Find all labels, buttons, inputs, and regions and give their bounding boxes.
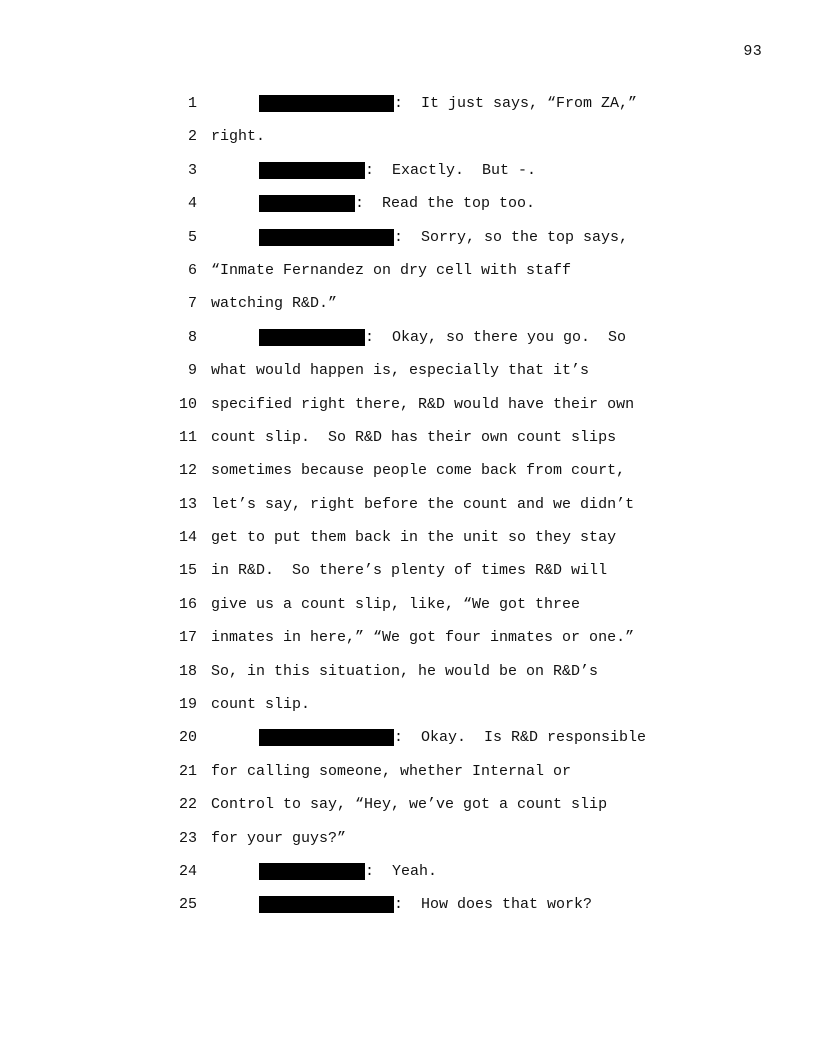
line-text: specified right there, R&D would have their own xyxy=(211,395,635,413)
transcript-line xyxy=(0,120,816,153)
transcript-line xyxy=(0,822,816,855)
line-number: 6 xyxy=(187,261,197,279)
line-text: count slip. So R&D has their own count slips xyxy=(211,428,617,446)
line-text: inmates in here,” “We got four inmates or one.” xyxy=(211,629,635,647)
redacted-speaker-name xyxy=(259,863,365,880)
transcript-line xyxy=(0,721,816,754)
transcript-line xyxy=(0,221,816,254)
transcript-line xyxy=(0,421,816,454)
line-number: 24 xyxy=(178,862,197,880)
line-number: 2 xyxy=(187,128,197,146)
line-text: sometimes because people come back from court, xyxy=(211,462,626,480)
transcript-line xyxy=(0,588,816,621)
transcript-line xyxy=(0,254,816,287)
line-number: 25 xyxy=(178,896,197,914)
transcript-line xyxy=(0,321,816,354)
redacted-speaker-name xyxy=(259,195,355,212)
line-text: : Exactly. But -. xyxy=(365,161,537,179)
line-number: 18 xyxy=(178,662,197,680)
transcript-line xyxy=(0,354,816,387)
line-number: 19 xyxy=(178,696,197,714)
line-text: : Sorry, so the top says, xyxy=(394,228,629,246)
line-number: 21 xyxy=(178,762,197,780)
transcript-line xyxy=(0,388,816,421)
transcript-line xyxy=(0,655,816,688)
line-text: let’s say, right before the count and we didn’t xyxy=(211,495,635,513)
redacted-speaker-name xyxy=(259,729,394,746)
line-number: 13 xyxy=(178,495,197,513)
transcript-line xyxy=(0,154,816,187)
line-text: Control to say, “Hey, we’ve got a count slip xyxy=(211,796,608,814)
line-number: 23 xyxy=(178,829,197,847)
line-text: get to put them back in the unit so they stay xyxy=(211,529,617,547)
line-text: what would happen is, especially that it’s xyxy=(211,362,590,380)
transcript-line xyxy=(0,621,816,654)
line-number: 20 xyxy=(178,729,197,747)
redacted-speaker-name xyxy=(259,95,394,112)
redacted-speaker-name xyxy=(259,896,394,913)
transcript-line xyxy=(0,888,816,921)
line-text: for your guys?” xyxy=(211,829,347,847)
line-number: 12 xyxy=(178,462,197,480)
line-text: in R&D. So there’s plenty of times R&D will xyxy=(211,562,608,580)
transcript-line xyxy=(0,788,816,821)
transcript-body xyxy=(0,87,816,922)
line-text: : Read the top too. xyxy=(355,195,536,213)
line-number: 14 xyxy=(178,529,197,547)
line-text: give us a count slip, like, “We got three xyxy=(211,595,581,613)
line-text: So, in this situation, he would be on R&D’s xyxy=(211,662,599,680)
line-number: 15 xyxy=(178,562,197,580)
redacted-speaker-name xyxy=(259,329,365,346)
transcript-line xyxy=(0,554,816,587)
line-text: “Inmate Fernandez on dry cell with staff xyxy=(211,261,572,279)
line-number: 4 xyxy=(187,195,197,213)
line-number: 7 xyxy=(187,295,197,313)
line-number: 11 xyxy=(178,428,197,446)
line-number: 8 xyxy=(187,328,197,346)
line-number: 17 xyxy=(178,629,197,647)
redacted-speaker-name xyxy=(259,162,365,179)
redacted-speaker-name xyxy=(259,229,394,246)
line-text: for calling someone, whether Internal or xyxy=(211,762,572,780)
transcript-line xyxy=(0,488,816,521)
line-text: : It just says, “From ZA,” xyxy=(394,95,638,112)
transcript-line xyxy=(0,755,816,788)
line-text: : Okay, so there you go. So xyxy=(365,328,627,346)
line-number: 16 xyxy=(178,595,197,613)
line-number: 3 xyxy=(187,161,197,179)
line-number: 5 xyxy=(187,228,197,246)
transcript-line xyxy=(0,688,816,721)
transcript-line xyxy=(0,87,816,120)
line-number: 22 xyxy=(178,796,197,814)
line-text: right. xyxy=(211,128,266,146)
transcript-line xyxy=(0,454,816,487)
transcript-line xyxy=(0,855,816,888)
transcript-line xyxy=(0,287,816,320)
line-text: : Okay. Is R&D responsible xyxy=(394,729,647,747)
line-number: 10 xyxy=(178,395,197,413)
transcript-line xyxy=(0,187,816,220)
line-text: : How does that work? xyxy=(394,896,593,914)
line-text: watching R&D.” xyxy=(211,295,338,313)
line-number: 1 xyxy=(187,95,197,112)
transcript-line xyxy=(0,521,816,554)
line-text: : Yeah. xyxy=(365,862,438,880)
line-text: count slip. xyxy=(211,696,311,714)
page-number: 93 xyxy=(743,43,762,60)
line-number: 9 xyxy=(187,362,197,380)
